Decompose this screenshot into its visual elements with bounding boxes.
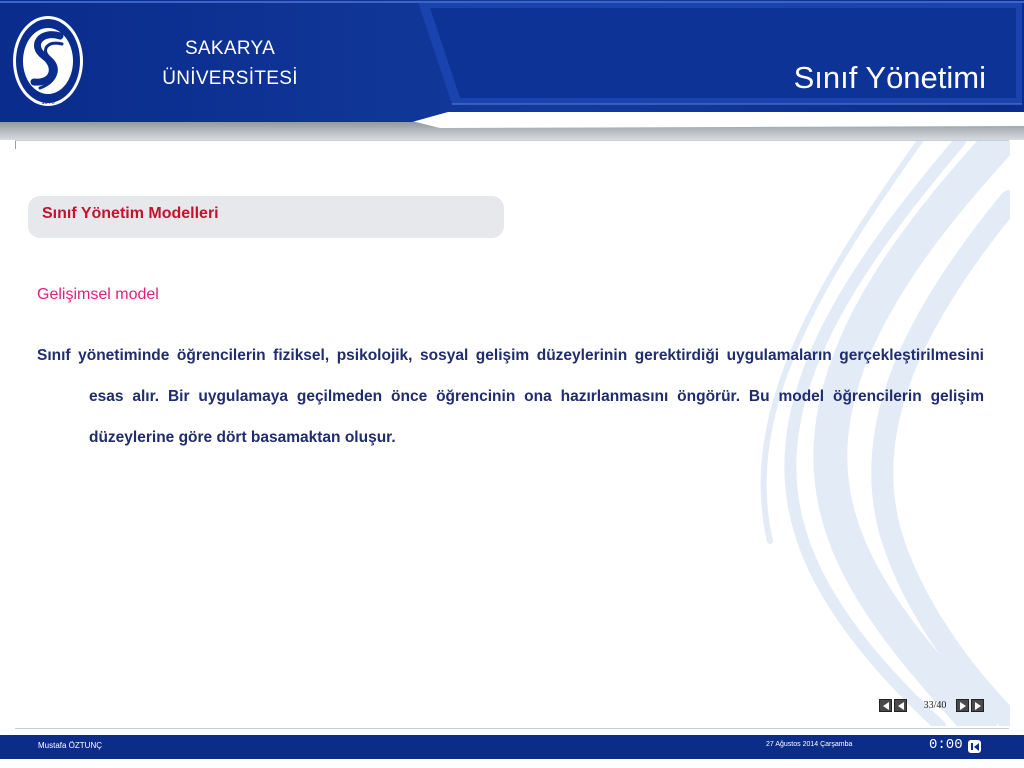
return-start-icon[interactable] <box>968 740 981 753</box>
author-name: Mustafa ÖZTUNÇ <box>38 741 103 750</box>
section-title-bar <box>28 196 504 238</box>
previous-slide-icon[interactable] <box>894 699 907 712</box>
university-logo <box>10 12 86 110</box>
university-name-line1: SAKARYA <box>184 38 276 59</box>
page-counter: 33/40 <box>923 700 947 711</box>
presentation-date: 27 Ağustos 2014 Çarşamba <box>766 741 853 748</box>
section-title: Sınıf Yönetim Modelleri <box>42 205 219 222</box>
first-slide-icon[interactable] <box>879 699 892 712</box>
slide-footer <box>0 735 1024 759</box>
university-name-line2: ÜNİVERSİTESİ <box>162 68 298 89</box>
university-name <box>150 34 310 94</box>
slide-title: Sınıf Yönetimi <box>793 60 986 95</box>
next-slide-icon[interactable] <box>956 699 969 712</box>
last-slide-icon[interactable] <box>971 699 984 712</box>
previous-navigation <box>879 699 907 713</box>
timer: 0:00 <box>929 737 963 753</box>
model-subheading: Gelişimsel model <box>37 286 159 303</box>
svg-text:1970: 1970 <box>41 100 55 106</box>
next-navigation <box>956 699 984 713</box>
slide-header <box>0 0 1024 140</box>
model-description: Sınıf yönetiminde öğrencilerin fiziksel, psikolojik, sosyal gelişim düzeylerinin gerektirdiği uygulamaların gerçekleştirilmesini esas alır. Bir uygulamaya geçilmeden önce öğrencinin ona hazırlanmasını öngörür. Bu model öğrencilerin gelişim düzeylerine göre dört basamaktan oluşur. <box>37 347 984 446</box>
